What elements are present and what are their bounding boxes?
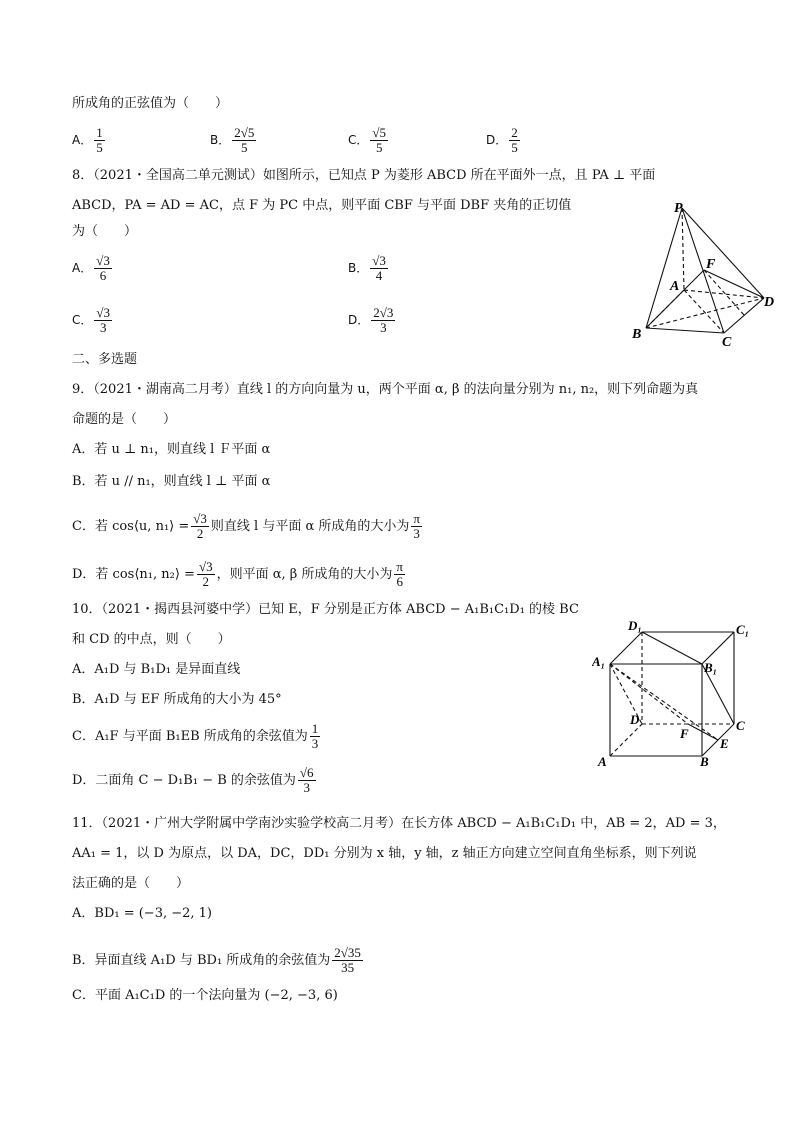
cube-edge-a1f (610, 664, 688, 724)
q8-option-a[interactable]: A． $\frac{√3}{6}$ (72, 253, 110, 283)
q7-option-a-fraction: $\frac{1}{5}$ (96, 125, 103, 155)
cube-edge-ad (610, 724, 642, 756)
q10-stem-line1: 10．（2021・揭西县河婆中学）已知 E，F 分别是正方体 ABCD − A₁B₁C₁D₁ 的棱 BC (72, 602, 579, 617)
pyramid-label-b: B (632, 327, 642, 342)
q11-option-c[interactable]: C．平面 A₁C₁D 的一个法向量为 (−2, −3, 6) (72, 988, 338, 1003)
q7-tail: 所成角的正弦值为（ ） (72, 96, 229, 111)
pyramid-label-c: C (722, 335, 732, 350)
q7-option-d-fraction: $\frac{2}{5}$ (511, 125, 518, 155)
q7-option-d[interactable]: D． $\frac{2}{5}$ (486, 125, 518, 155)
q8-option-d[interactable]: D． $\frac{2√3}{3}$ (348, 305, 394, 335)
pyramid-label-d: D (764, 295, 775, 310)
pyramid-edge-ad (684, 290, 764, 298)
q8-stem-line3: 为（ ） (72, 224, 138, 239)
q8-option-b-fraction: $\frac{√3}{4}$ (372, 253, 386, 283)
section-heading-multi-choice: 二、多选题 (72, 352, 138, 367)
q9-c-value: $\frac{√3}{2}$ (193, 511, 207, 541)
q11-b-value: $\frac{2√35}{35}$ (334, 945, 361, 975)
q7-option-c[interactable]: C． $\frac{√5}{5}$ (348, 125, 387, 155)
q8-pyramid-figure (626, 198, 786, 350)
q11-stem-line3: 法正确的是（ ） (72, 876, 190, 891)
q7-option-b-fraction: $\frac{2√5}{5}$ (234, 125, 255, 155)
cube-edge-a1d1 (610, 632, 642, 664)
pyramid-label-a: A (670, 279, 680, 294)
q10-option-a[interactable]: A．A₁D 与 B₁D₁ 是异面直线 (72, 662, 241, 677)
q8-option-c-fraction: $\frac{√3}{3}$ (96, 305, 111, 335)
q10-option-b[interactable]: B．A₁D 与 EF 所成角的大小为 45° (72, 692, 282, 707)
pyramid-edge-ac (684, 290, 724, 333)
q10-stem-line2: 和 CD 的中点，则（ ） (72, 632, 231, 647)
q10-option-c[interactable]: C．A₁F 与平面 B₁EB 所成角的余弦值为 $\frac{1}{3}$ (72, 721, 319, 751)
q9-option-c[interactable]: C．若 cos⟨u, n₁⟩ = $\frac{√3}{2}$ 则直线 l 与平面 α 所成角的大小为 $\frac{\pi}{3}$ (72, 511, 420, 541)
q8-option-b[interactable]: B． $\frac{√3}{4}$ (348, 253, 386, 283)
q8-stem-line1: 8．（2021・全国高二单元测试）如图所示，已知点 P 为菱形 ABCD 所在平面外一点，且 PA ⊥ 平面 (72, 168, 656, 183)
q11-option-a[interactable]: A．BD₁ = (−3, −2, 1) (72, 906, 213, 921)
q10-d-value: $\frac{√6}{3}$ (299, 765, 314, 795)
pyramid-label-f: F (706, 257, 716, 272)
q9-stem-line1: 9．（2021・湖南高二月考）直线 l 的方向向量为 u，两个平面 α, β 的法向量分别为 n₁, n₂，则下列命题为真 (72, 382, 699, 397)
cube-edge-d1b1 (642, 632, 702, 664)
q9-d-value: $\frac{√3}{2}$ (198, 559, 213, 589)
q11-stem-line2: AA₁ = 1，以 D 为原点，以 DA，DC，DD₁ 分别为 x 轴，y 轴，z 轴正方向建立空间直角坐标系，则下列说 (72, 846, 697, 861)
q9-stem-line2: 命题的是（ ） (72, 412, 177, 427)
q11-option-b[interactable]: B．异面直线 A₁D 与 BD₁ 所成角的余弦值为 $\frac{2√35}{35}$ (72, 945, 361, 975)
q9-d-angle: $\frac{\pi}{6}$ (396, 559, 403, 589)
cube-label-b1: B₁ (704, 660, 718, 675)
cube-label-d: D (630, 712, 640, 727)
cube-label-e: E (720, 736, 729, 751)
q7-option-b[interactable]: B． $\frac{2√5}{5}$ (210, 125, 255, 155)
cube-label-b: B (700, 754, 709, 769)
q9-option-d[interactable]: D．若 cos⟨n₁, n₂⟩ = $\frac{√3}{2}$ ，则平面 α, β 所成角的大小为 $\frac{\pi}{6}$ (72, 559, 403, 589)
cube-label-a1: A₁ (592, 654, 606, 669)
cube-label-c: C (736, 718, 745, 733)
q10-cube-figure (592, 620, 762, 772)
pyramid-label-p: P (674, 201, 683, 216)
q11-stem-line1: 11．（2021・广州大学附属中学南沙实验学校高二月考）在长方体 ABCD − A₁B₁C₁D₁ 中，AB = 2，AD = 3， (72, 816, 726, 831)
q9-option-a[interactable]: A．若 u ⊥ n₁，则直线 l Ｆ平面 α (72, 442, 271, 457)
q7-option-a[interactable]: A． $\frac{1}{5}$ (72, 125, 103, 155)
q8-option-c[interactable]: C． $\frac{√3}{3}$ (72, 305, 111, 335)
q10-c-value: $\frac{1}{3}$ (311, 721, 319, 751)
cube-label-a: A (598, 754, 607, 769)
q8-option-d-fraction: $\frac{2√3}{3}$ (373, 305, 394, 335)
pyramid-edge-pd (682, 208, 764, 298)
q7-option-c-fraction: $\frac{√5}{5}$ (372, 125, 387, 155)
q8-stem-line2: ABCD，PA = AD = AC，点 F 为 PC 中点，则平面 CBF 与平面 DBF 夹角的正切值 (72, 198, 572, 213)
cube-label-d1: D₁ (628, 620, 642, 633)
q9-c-angle: $\frac{\pi}{3}$ (413, 511, 420, 541)
cube-label-c1: C₁ (736, 622, 750, 637)
cube-label-f: F (680, 726, 689, 741)
cube-edge-fe (688, 724, 718, 740)
pyramid-edge-bc (646, 328, 724, 333)
pyramid-edge-pa (682, 208, 684, 290)
q8-option-a-fraction: $\frac{√3}{6}$ (96, 253, 110, 283)
pyramid-edge-fd (704, 270, 764, 298)
q10-option-d[interactable]: D．二面角 C − D₁B₁ − B 的余弦值为 $\frac{√6}{3}$ (72, 765, 314, 795)
q9-option-b[interactable]: B．若 u // n₁，则直线 l ⊥ 平面 α (72, 474, 271, 489)
